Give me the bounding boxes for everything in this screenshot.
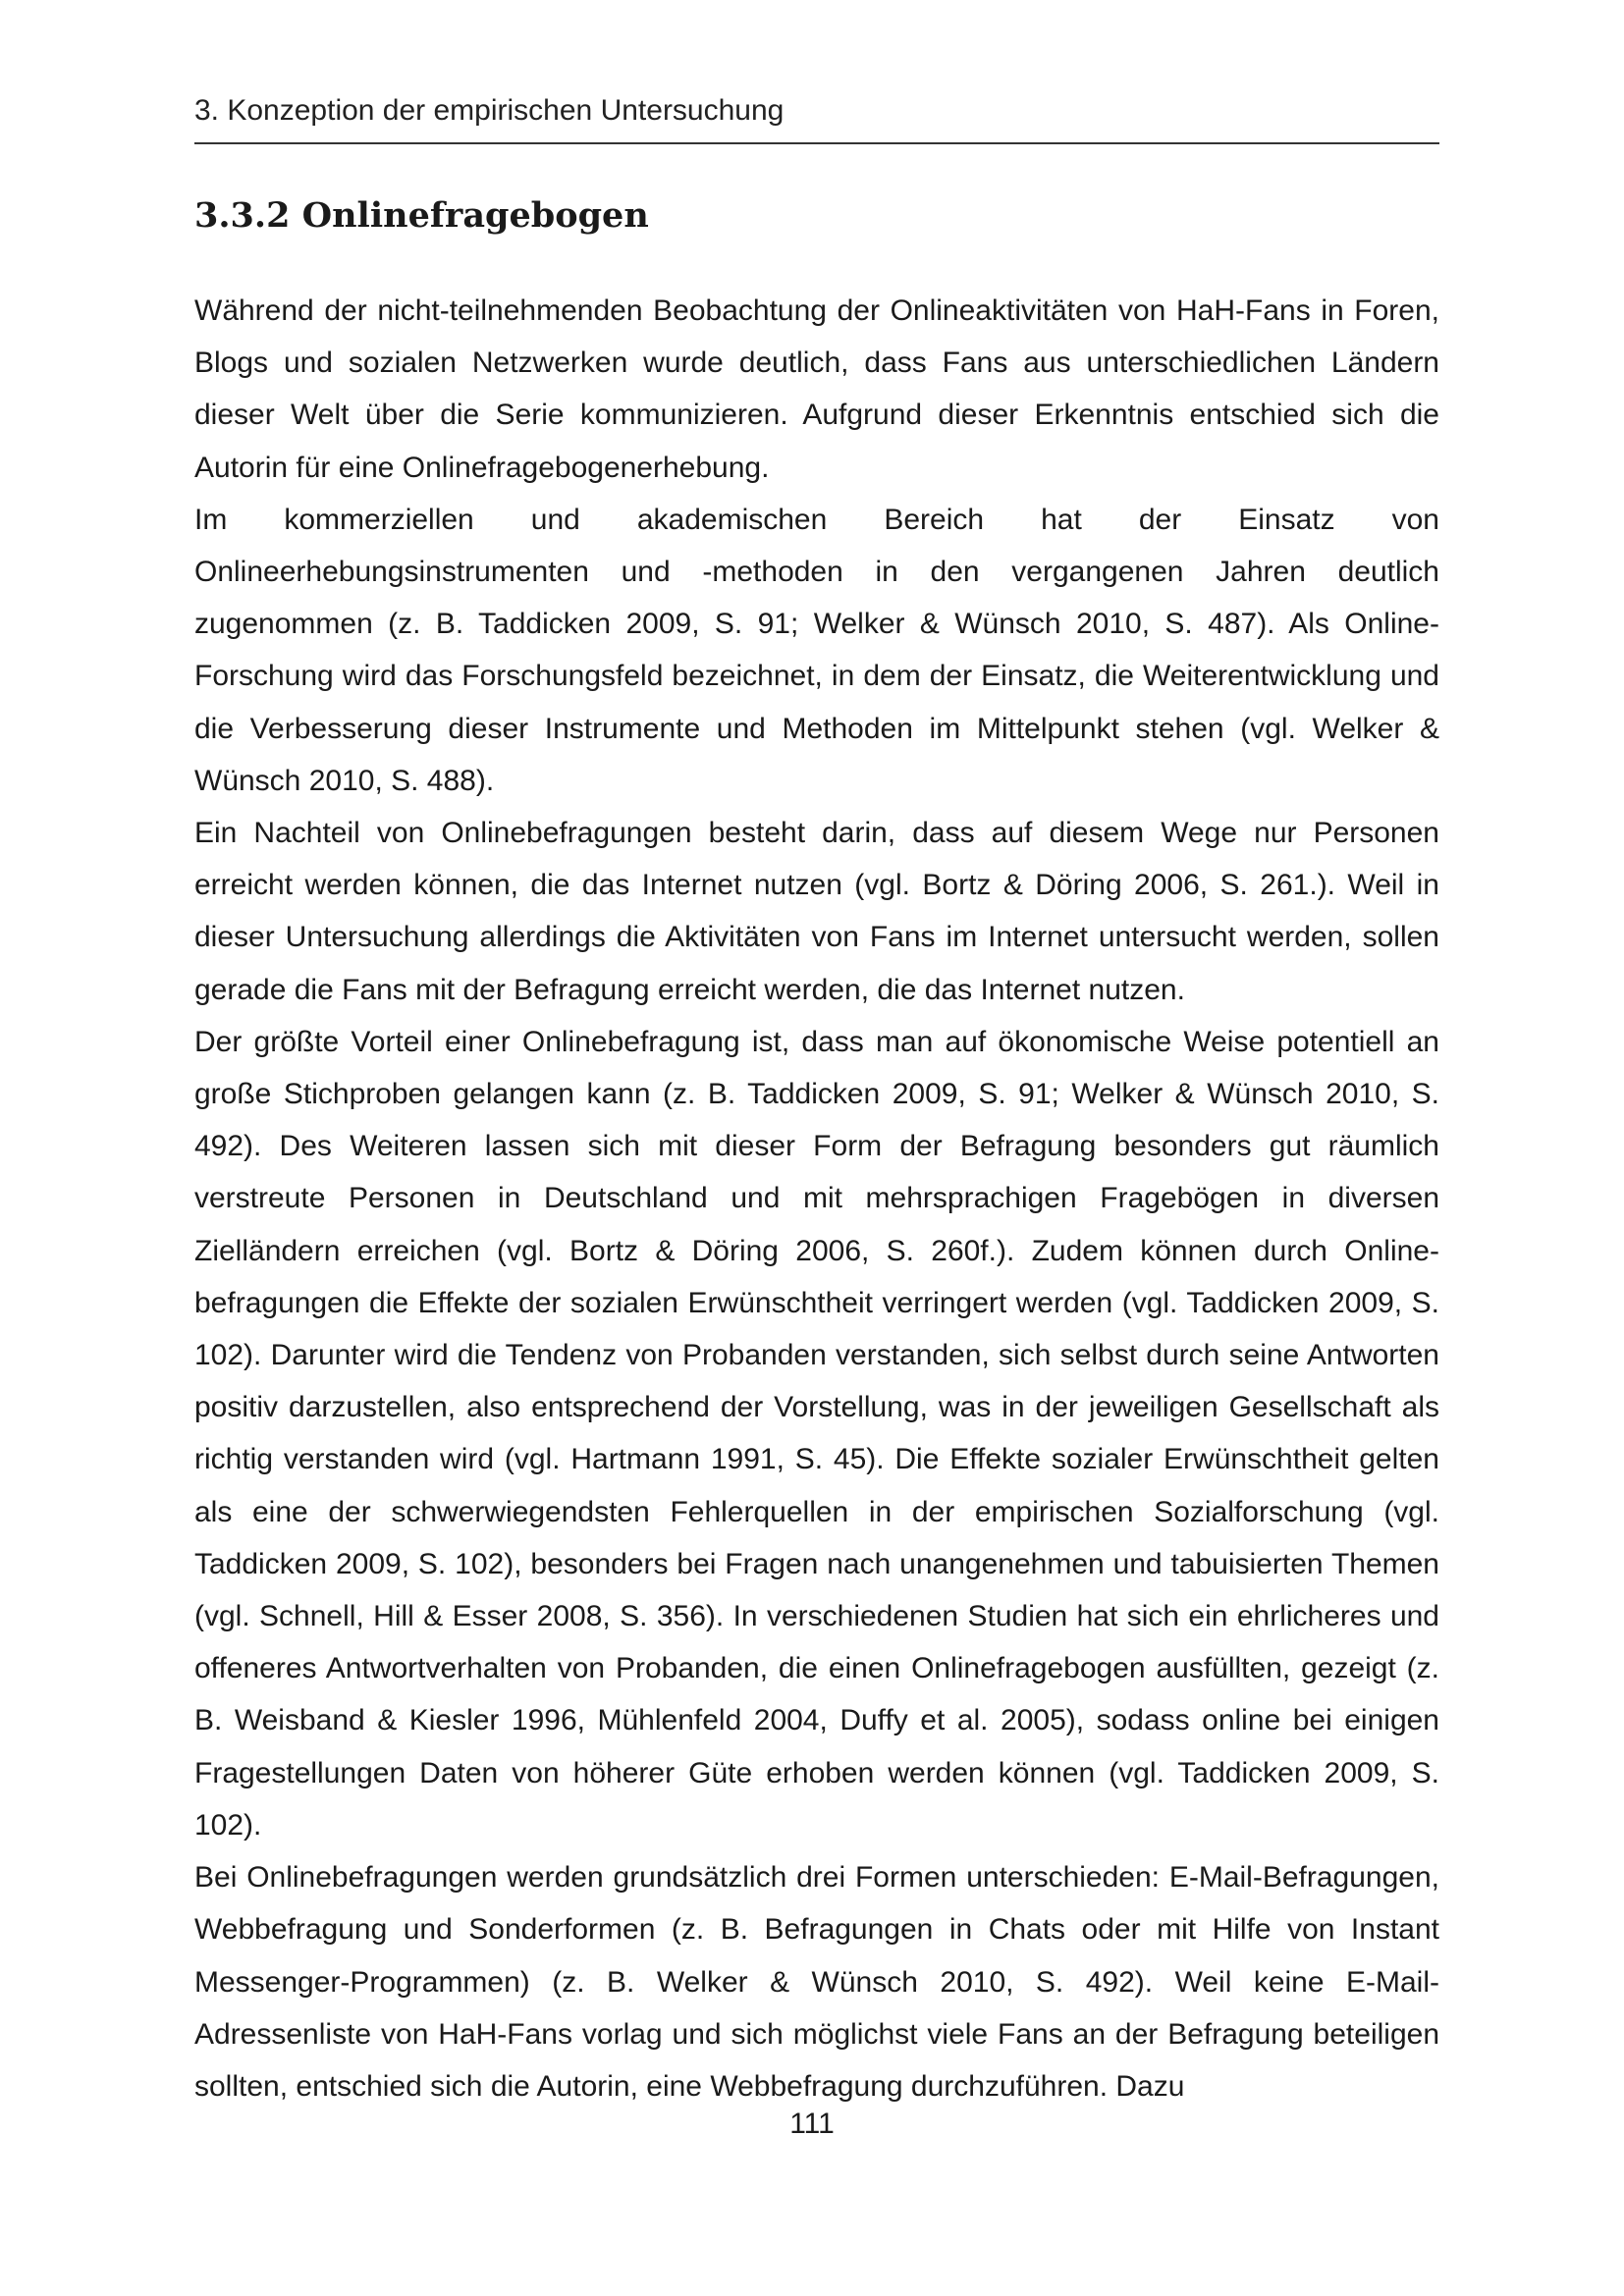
header-rule [194,142,1439,144]
section-heading: 3.3.2 Onlinefragebogen [194,195,649,236]
paragraph: Bei Onlinebefragungen werden grundsätzlich drei Formen unterschieden: E-Mail-Befragungen, Webbefragung und Sonderformen (z. B. Befragungen in Chats oder mit Hilfe von Instant Messenger-Programmen) (z. B. Welker & Wünsch 2010, S. 492). Weil keine E-Mail-Adressenliste von HaH-Fans vorlag und sich möglichst viele Fans an der Befragung beteiligen sollten, entschied sich die Autorin, eine Webbefragung durchzuführen. Dazu [194,1861,1439,2103]
paragraph: Im kommerziellen und akademischen Bereich hat der Einsatz von Onlineerhebungsinstrumenten und -methoden in den vergangenen Jahren deutlich zugenommen (z. B. Taddicken 2009, S. 91; Welker & Wünsch 2010, S. 487). Als Online-Forschung wird das Forschungsfeld bezeichnet, in dem der Einsatz, die Weiterentwicklung und die Verbesserung dieser Instrumente und Methoden im Mittelpunkt stehen (vgl. Welker & Wünsch 2010, S. 488). [194,503,1439,797]
paragraph: Ein Nachteil von Onlinebefragungen besteht darin, dass auf diesem Wege nur Personen erreicht werden können, die das Internet nutzen (vgl. Bortz & Döring 2006, S. 261.). Weil in dieser Untersuchung allerdings die Aktivitäten von Fans im Internet untersucht werden, sollen gerade die Fans mit der Befragung erreicht werden, die das Internet nutzen. [194,817,1439,1006]
paragraph: Der größte Vorteil einer Onlinebefragung ist, dass man auf ökonomische Weise potentiell an große Stichproben gelangen kann (z. B. Taddicken 2009, S. 91; Welker & Wünsch 2010, S. 492). Des Weiteren lassen sich mit dieser Form der Befragung besonders gut räumlich verstreute Personen in Deutschland und mit mehrsprachigen Fragebögen in diversen Zielländern erreichen (vgl. Bortz & Döring 2006, S. 260f.). Zudem können durch Online-befragungen die Effekte der sozialen Erwünschtheit verringert werden (vgl. Taddicken 2009, S. 102). Darunter wird die Tendenz von Probanden verstanden, sich selbst durch seine Antworten positiv darzustellen, also entsprechend der Vorstellung, was in der jeweiligen Gesellschaft als richtig verstanden wird (vgl. Hartmann 1991, S. 45). Die Effekte sozialer Erwünschtheit gelten als eine der schwerwiegendsten Fehlerquellen in der empirischen Sozialforschung (vgl. Taddicken 2009, S. 102), besonders bei Fragen nach unangenehmen und tabuisierten Themen (vgl. Schnell, Hill & Esser 2008, S. 356). In verschiedenen Studien hat sich ein ehrlicheres und offeneres Antwortverhalten von Probanden, die einen Onlinefragebogen ausfüllten, gezeigt (z. B. Weisband & Kiesler 1996, Mühlenfeld 2004, Duffy et al. 2005), sodass online bei einigen Fragestellungen Daten von höherer Güte erhoben werden können (vgl. Taddicken 2009, S. 102). [194,1025,1439,1842]
body-text [194,285,1439,2112]
paragraph: Während der nicht-teilnehmenden Beobachtung der Onlineaktivitäten von HaH-Fans in Foren, Blogs und sozialen Netzwerken wurde deutlich, dass Fans aus unterschiedlichen Ländern dieser Welt über die Serie kommunizieren. Aufgrund dieser Erkenntnis entschied sich die Autorin für eine Onlinefragebogenerhebung. [194,294,1439,484]
page-number: 111 [789,2108,835,2140]
running-header: 3. Konzeption der empirischen Untersuchung [194,94,785,127]
